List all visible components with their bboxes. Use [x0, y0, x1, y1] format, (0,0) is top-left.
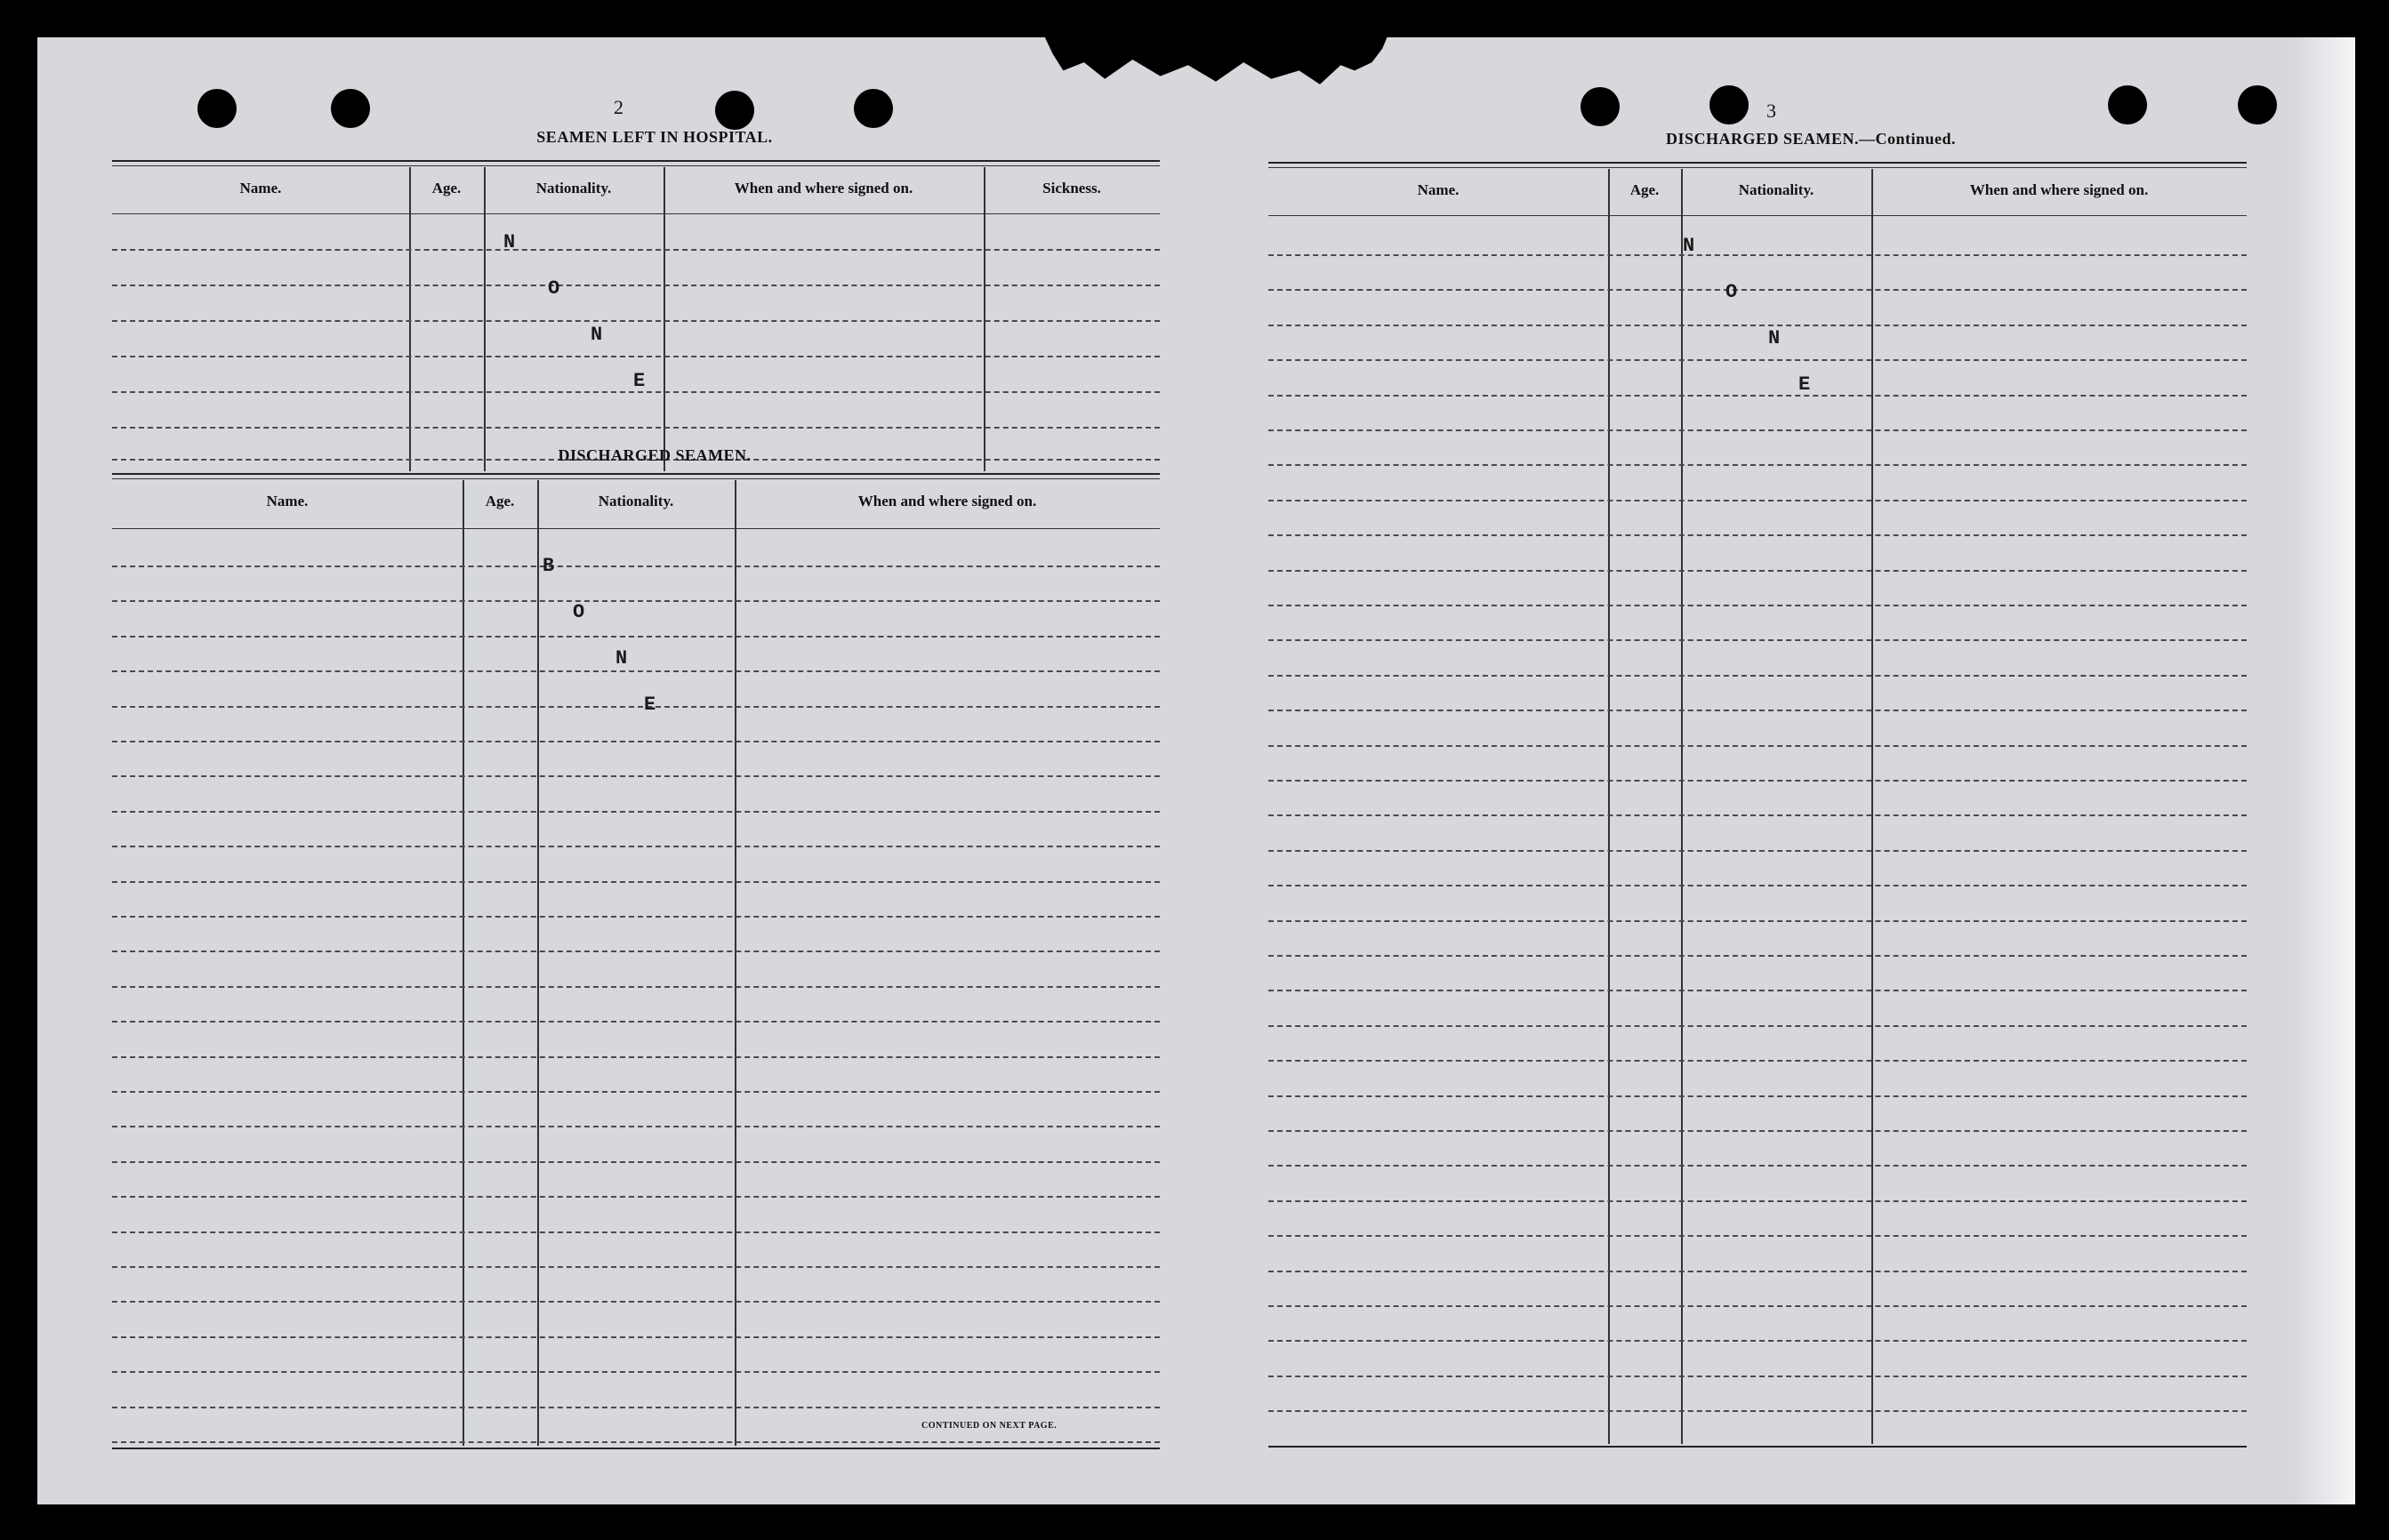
column-header-sickness: Sickness. [1042, 180, 1101, 197]
entry-line [112, 285, 1160, 286]
continued-note: CONTINUED ON NEXT PAGE. [921, 1421, 1058, 1431]
entry-line [112, 356, 1160, 357]
column-divider [984, 167, 985, 471]
section-title-discharged: DISCHARGED SEAMEN. [558, 446, 752, 464]
entry-line [112, 249, 1160, 251]
typed-letter: O [573, 601, 585, 623]
column-header-signed-on: When and where signed on. [1969, 181, 2149, 198]
entry-line [112, 320, 1160, 322]
double-rule-top [112, 160, 1160, 162]
header-rule [112, 213, 1160, 214]
typed-letter: N [591, 324, 603, 346]
column-header-age: Age. [431, 180, 462, 197]
column-divider [664, 167, 665, 471]
page-number: 3 [1766, 100, 1776, 122]
document-sheet [37, 37, 2355, 1504]
column-header-age: Age. [1629, 181, 1660, 198]
column-header-nationality: Nationality. [598, 493, 674, 509]
double-rule-bottom [112, 165, 1160, 166]
torn-edge [1042, 37, 1389, 87]
entry-line [112, 427, 1160, 429]
typed-letter: N [1683, 235, 1695, 257]
typed-letter: N [1768, 327, 1781, 349]
binder-hole [2238, 85, 2277, 124]
column-header-nationality: Nationality. [535, 180, 612, 197]
section-rule [112, 473, 1160, 475]
typed-letter: N [503, 231, 516, 253]
section-title-discharged-continued: DISCHARGED SEAMEN.—Continued. [1665, 130, 1957, 148]
column-header-name: Name. [266, 493, 309, 509]
page-number: 2 [614, 96, 623, 118]
typed-letter: N [615, 647, 628, 670]
column-header-nationality: Nationality. [1738, 181, 1814, 198]
column-header-age: Age. [485, 493, 515, 509]
binder-hole [1581, 87, 1620, 126]
column-header-name: Name. [239, 180, 282, 197]
column-header-signed-on: When and where signed on. [734, 180, 913, 197]
binder-hole [854, 89, 893, 128]
typed-letter: O [548, 277, 560, 300]
column-header-signed-on: When and where signed on. [857, 493, 1037, 509]
column-divider [484, 167, 486, 471]
column-header-name: Name. [1417, 181, 1460, 198]
section-title-hospital: SEAMEN LEFT IN HOSPITAL. [536, 128, 773, 146]
binder-hole [1709, 85, 1749, 124]
typed-letter: B [543, 555, 555, 577]
typed-letter: E [644, 694, 656, 716]
binder-hole [2108, 85, 2147, 124]
column-divider [409, 167, 411, 471]
typed-letter: O [1725, 281, 1738, 303]
binder-hole [331, 89, 370, 128]
binder-hole [197, 89, 237, 128]
typed-letter: E [633, 370, 646, 392]
binder-hole [715, 91, 754, 130]
typed-letter: E [1798, 373, 1811, 396]
